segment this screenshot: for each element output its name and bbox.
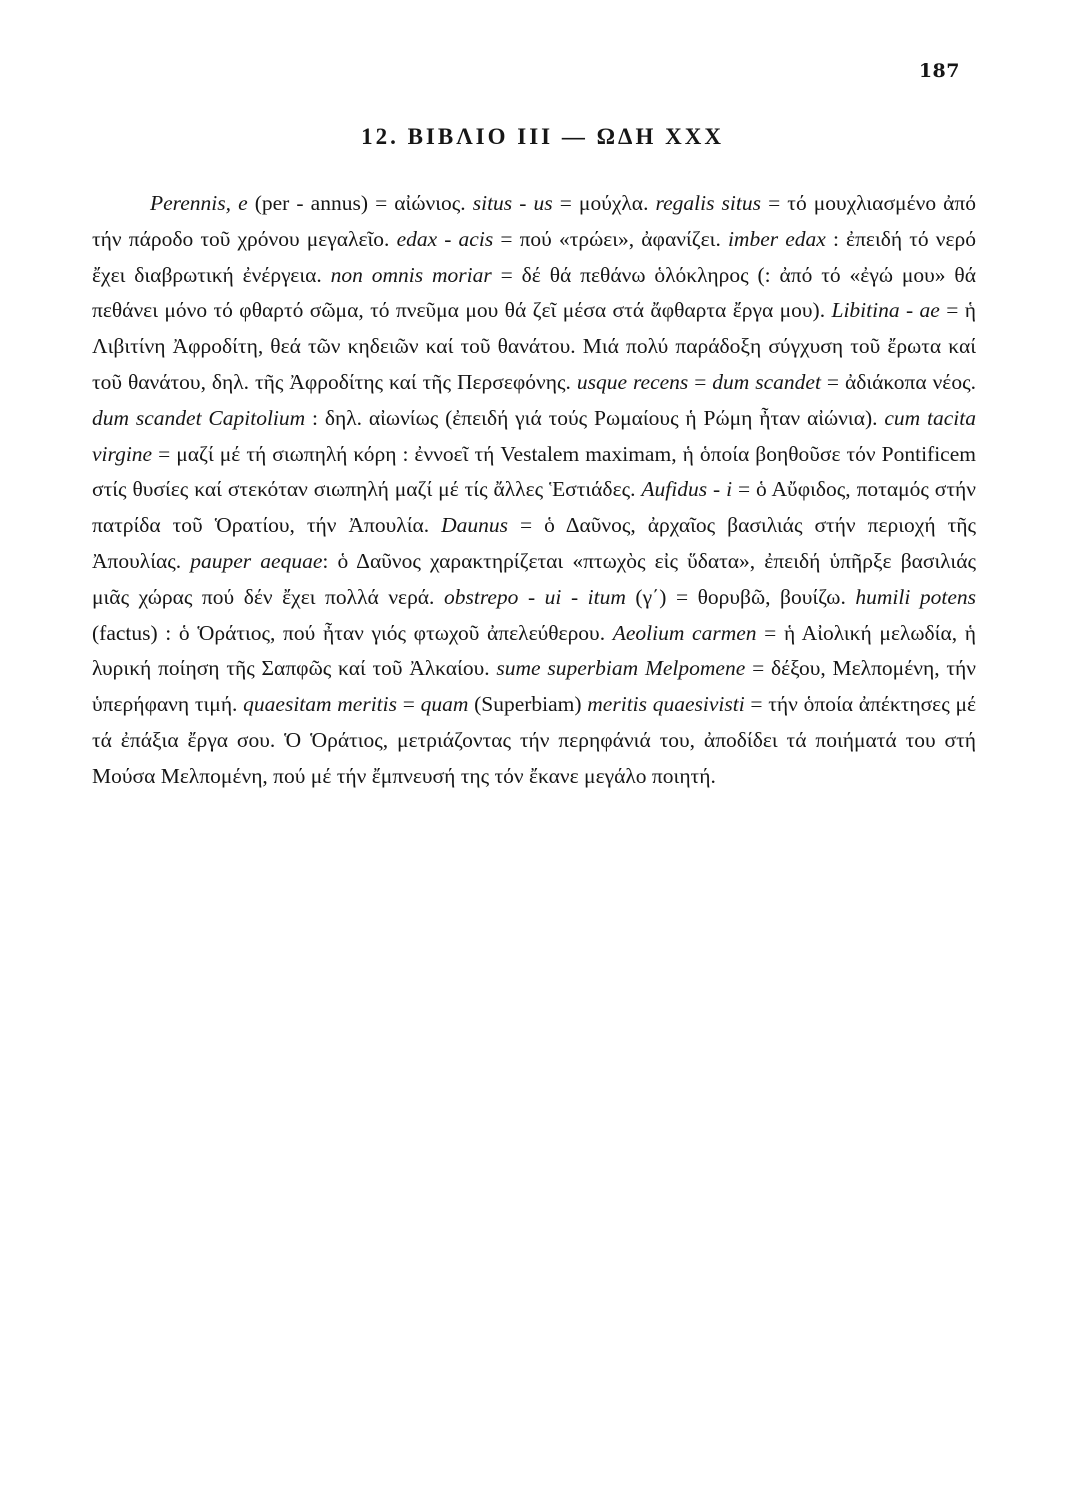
greek-gloss: : ὁ Δαῦνος χαρακτηρίζεται «πτωχὸς εἰς ὕδατα», ἐπειδή ὑπῆρξε βασιλιάς μιᾶς χώρας πού δέν ἔχει πολλά νερά. [92, 548, 976, 609]
latin-lemma: cum tacita virgine [92, 405, 976, 466]
greek-gloss: = τό μουχλιασμένο ἀπό τήν πάροδο τοῦ χρόνου μεγαλεῖο. [92, 191, 977, 251]
latin-lemma: Daunus [441, 513, 509, 538]
greek-gloss: = πού «τρώει», ἀφανίζει. [493, 226, 728, 251]
greek-gloss: = [397, 692, 421, 717]
greek-gloss: = ἡ Αἰολική μελωδία, ἡ λυρική ποίηση τῆς Σαπφῶς καί τοῦ Ἀλκαίου. [92, 620, 976, 681]
greek-gloss: (Superbiam) [468, 692, 588, 717]
latin-lemma: dum scandet [712, 369, 821, 394]
greek-gloss: (factus) : ὁ Ὁράτιος, πού ἦταν γιός φτωχοῦ ἀπελεύθερου. [92, 620, 613, 645]
latin-lemma: Libitina - ae [831, 298, 940, 323]
greek-gloss: (per - annus) = αἰώνιος. [247, 191, 473, 215]
greek-gloss: = ὁ Δαῦνος, ἀρχαῖος βασιλιάς στήν περιοχή τῆς Ἀπουλίας. [92, 513, 976, 573]
latin-lemma: dum scandet Capitolium [92, 405, 306, 430]
greek-gloss: : δηλ. αἰωνίως (ἐπειδή γιά τούς Ρωμαίους ἡ Ρώμη ἦταν αἰώνια). [305, 405, 885, 430]
latin-lemma: Aufidus - i [641, 477, 733, 502]
latin-lemma: pauper aequae [190, 548, 323, 573]
latin-lemma: obstrepo - ui - itum [443, 584, 626, 609]
page-number: 187 [918, 60, 960, 82]
latin-lemma: imber edax [727, 226, 826, 251]
latin-lemma: non omnis moriar [330, 262, 492, 287]
greek-gloss: (γ΄) = θορυβῶ, βουίζω. [625, 584, 856, 609]
greek-gloss: = μαζί μέ τή σιωπηλή κόρη : ἐννοεῖ τή Vestalem maximam, ἡ ὁποία βοηθοῦσε τόν Pontificem στίς θυσίες καί στεκόταν σιωπηλή μαζί μέ τίς ἄλλες Ἑστιάδες. [92, 441, 976, 502]
greek-gloss: = ἀδιάκοπα νέος. [820, 369, 976, 394]
chapter-title: 12. ΒΙΒΛΙΟ III — ΩΔΗ XXX [361, 124, 724, 149]
latin-lemma: Perennis, e [150, 191, 248, 215]
latin-lemma: quam [420, 692, 469, 717]
latin-lemma: sume superbiam Melpomene [496, 656, 746, 681]
latin-lemma: quaesitam meritis [243, 692, 397, 717]
latin-lemma: edax - acis [396, 226, 494, 251]
latin-lemma: humili potens [855, 584, 976, 609]
greek-gloss: = μούχλα. [552, 191, 656, 215]
greek-gloss: = δέ θά πεθάνω ὁλόκληρος (: ἀπό τό «ἐγώ μου» θά πεθάνει μόνο τό φθαρτό σῶμα, τό πνεῦμα μου θά ζεῖ μέσα στά ἄφθαρτα ἔργα μου). [92, 262, 976, 323]
greek-gloss: = δέξου, Μελπομένη, τήν ὑπερήφανη τιμή. [92, 656, 976, 717]
greek-gloss: : ἐπειδή τό νερό ἔχει διαβρωτική ἐνέργεια. [92, 226, 976, 287]
greek-gloss: = ὁ Αὔφιδος, ποταμός στήν πατρίδα τοῦ Ὁρατίου, τήν Ἀπουλία. [92, 477, 976, 538]
latin-lemma: situs - us [472, 191, 553, 215]
latin-lemma: regalis situs [655, 191, 761, 215]
greek-gloss: = τήν ὁποία ἀπέκτησες μέ τά ἐπάξια ἔργα σου. Ὁ Ὁράτιος, μετριάζοντας τήν περηφάνιά του, ἀποδίδει τά ποιήματά του στή Μούσα Μελπομένη, πού μέ τήν ἔμπνευσή της τόν ἔκανε μεγάλο ποιητή. [92, 692, 977, 788]
latin-lemma: Aeolium carmen [612, 620, 757, 645]
greek-gloss: = ἡ Λιβιτίνη Ἀφροδίτη, θεά τῶν κηδειῶν καί τοῦ θανάτου. Μιά πολύ παράδοξη σύγχυση τοῦ ἔρωτα καί τοῦ θανάτου, δηλ. τῆς Ἀφροδίτης καί τῆς Περσεφόνης. [92, 298, 977, 394]
latin-lemma: usque recens [576, 369, 689, 394]
greek-gloss: = [688, 369, 713, 394]
latin-lemma: meritis quaesivisti [587, 692, 745, 717]
commentary-paragraph [92, 186, 976, 795]
